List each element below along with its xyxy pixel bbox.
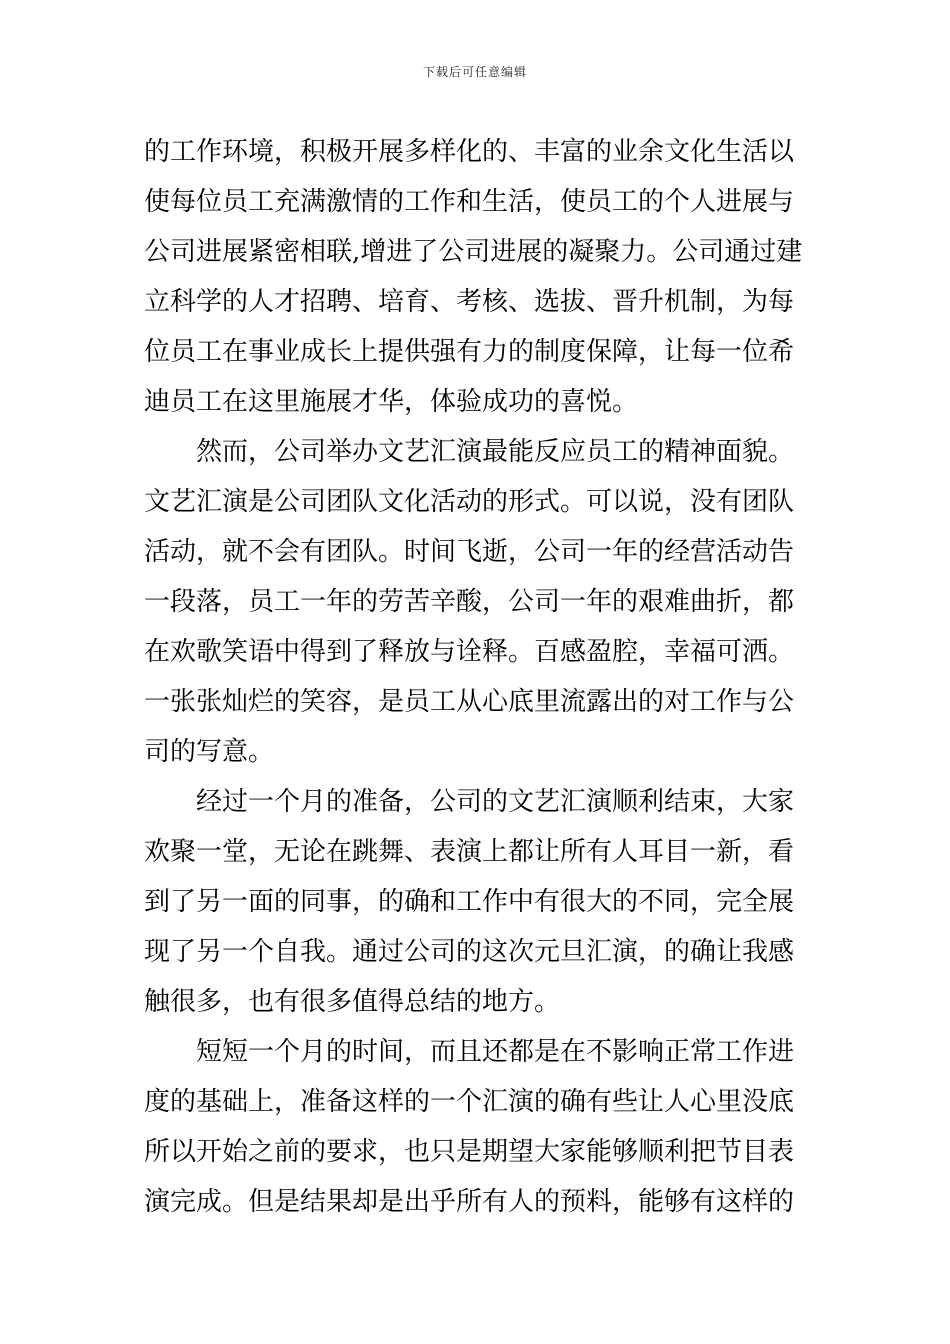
page-header: 下载后可任意编辑 [422,65,527,79]
paragraph-first-line: 然而，公司举办文艺汇演最能反应员工的精神面貌。 [196,437,795,467]
text-line: 立科学的人才招聘、培育、考核、选拔、晋升机制，为每 [144,287,795,317]
text-line: 欢聚一堂，无论在跳舞、表演上都让所有人耳目一新，看 [144,837,795,867]
text-line: 到了另一面的同事，的确和工作中有很大的不同，完全展 [144,887,795,917]
text-line: 活动，就不会有团队。时间飞逝，公司一年的经营活动告 [144,537,795,567]
paragraph-first-line: 短短一个月的时间，而且还都是在不影响正常工作进 [196,1037,795,1067]
text-line: 司的写意。 [144,737,275,767]
text-line: 一张张灿烂的笑容，是员工从心底里流露出的对工作与公 [144,687,795,717]
text-line: 迪员工在这里施展才华，体验成功的喜悦。 [144,387,639,417]
text-line: 位员工在事业成长上提供强有力的制度保障，让每一位希 [144,337,795,367]
text-line: 演完成。但是结果却是出乎所有人的预料，能够有这样的 [144,1187,795,1217]
paragraph-first-line: 经过一个月的准备，公司的文艺汇演顺利结束，大家 [196,787,795,817]
text-line: 的工作环境，积极开展多样化的、丰富的业余文化生活以 [144,137,795,167]
body-text [144,127,808,1227]
text-line: 在欢歌笑语中得到了释放与诠释。百感盈腔，幸福可洒。 [144,637,795,667]
text-line: 文艺汇演是公司团队文化活动的形式。可以说，没有团队 [144,487,795,517]
text-line: 使每位员工充满激情的工作和生活，使员工的个人进展与 [144,187,795,217]
text-line: 度的基础上，准备这样的一个汇演的确有些让人心里没底 [144,1087,795,1117]
text-line: 一段落，员工一年的劳苦辛酸，公司一年的艰难曲折，都 [144,587,795,617]
text-line: 触很多，也有很多值得总结的地方。 [144,987,561,1017]
text-line: 公司进展紧密相联,增进了公司进展的凝聚力。公司通过建 [144,237,803,267]
text-line: 现了另一个自我。通过公司的这次元旦汇演，的确让我感 [144,937,795,967]
text-line: 所以开始之前的要求，也只是期望大家能够顺利把节目表 [144,1137,795,1167]
